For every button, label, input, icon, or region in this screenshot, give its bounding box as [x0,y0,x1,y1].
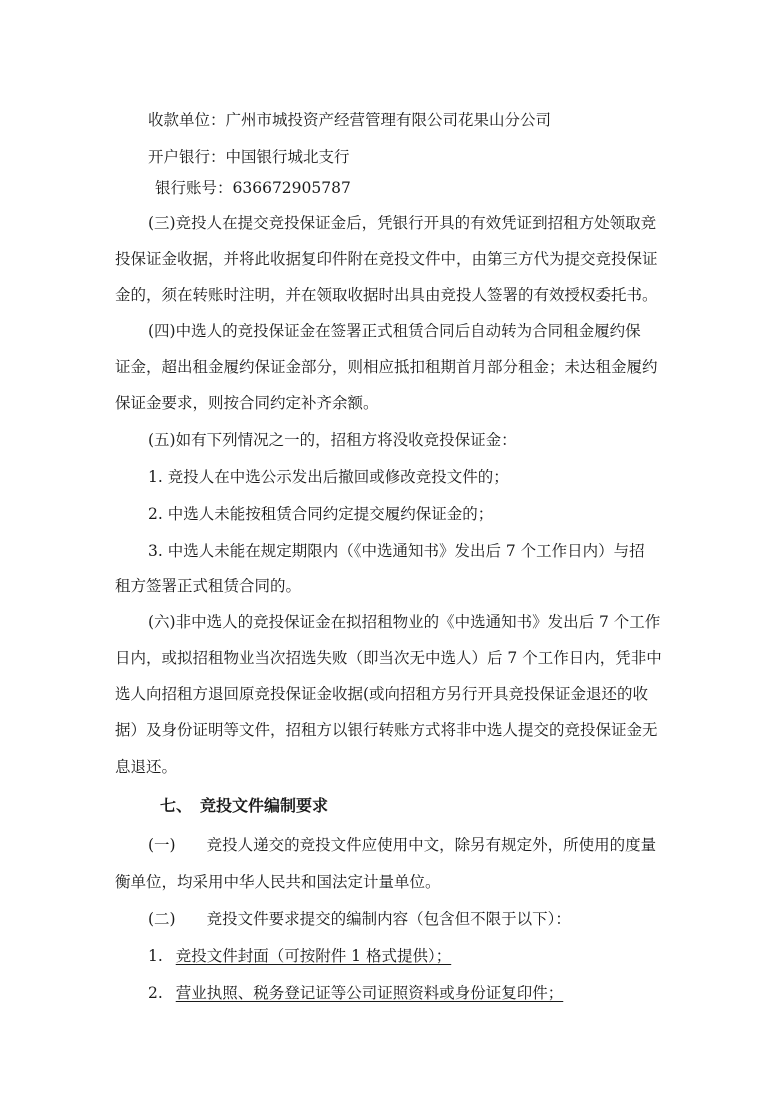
section-5-item-3: 租方签署正式租赁合同的。 [115,577,302,595]
section-6-line: (六)非中选人的竞投保证金在拟招租物业的《中选通知书》发出后 7 个工作 [148,613,661,631]
section-3-line: 金的，须在转账时注明，并在领取收据时出具由竞投人签署的有效授权委托书。 [115,286,658,304]
section-4-line: 保证金要求，则按合同约定补齐余额。 [115,394,379,412]
item-text: 营业执照、税务登记证等公司证照资料或身份证复印件； [175,984,564,1002]
section-6-line: 选人向招租方退回原竞投保证金收据(或向招租方另行开具竞投保证金退还的收 [115,685,649,703]
section-3-line: 投保证金收据，并将此收据复印件附在竞投文件中，由第三方代为提交竞投保证 [115,250,658,268]
sub-1-line: (一) 竞投人递交的竞投文件应使用中文，除另有规定外，所使用的度量 [148,836,657,854]
section-6-line: 日内，或拟招租物业当次招选失败（即当次无中选人）后 7 个工作日内，凭非中 [115,649,662,667]
payee-unit: 收款单位：广州市城投资产经营管理有限公司花果山分公司 [148,111,552,129]
section-4-line: (四)中选人的竞投保证金在签署正式租赁合同后自动转为合同租金履约保 [148,322,641,340]
section-7-heading: 七、 竞投文件编制要求 [160,796,329,815]
section-6-line: 据）及身份证明等文件，招租方以银行转账方式将非中选人提交的竞投保证金无 [115,721,658,739]
section-5-item-3: 3. 中选人未能在规定期限内（《中选通知书》发出后 7 个工作日内）与招 [148,542,645,560]
section-4-line: 证金，超出租金履约保证金部分，则相应抵扣租期首月部分租金；未达租金履约 [115,358,658,376]
section-6-line: 息退还。 [115,758,178,776]
sub-2-item-2 [148,983,563,1003]
section-3-line: (三)竞投人在提交竞投保证金后，凭银行开具的有效凭证到招租方处领取竞 [148,214,657,232]
payee-bank: 开户银行：中国银行城北支行 [148,148,350,166]
section-5-item-1: 1. 竞投人在中选公示发出后撤回或修改竞投文件的； [148,468,509,486]
sub-1-line: 衡单位，均采用中华人民共和国法定计量单位。 [115,873,441,891]
sub-2-intro: (二) 竞投文件要求提交的编制内容（包含但不限于以下）： [148,910,571,928]
section-5-item-2: 2. 中选人未能按租赁合同约定提交履约保证金的； [148,505,494,523]
payee-account: 银行账号：636672905787 [155,179,351,197]
item-text: 竞投文件封面（可按附件 1 格式提供）； [175,947,452,965]
sub-2-item-1 [148,946,451,966]
item-number: 1. [148,947,163,965]
section-5-intro: (五)如有下列情况之一的，招租方将没收竞投保证金： [148,431,517,449]
item-number: 2. [148,984,163,1002]
